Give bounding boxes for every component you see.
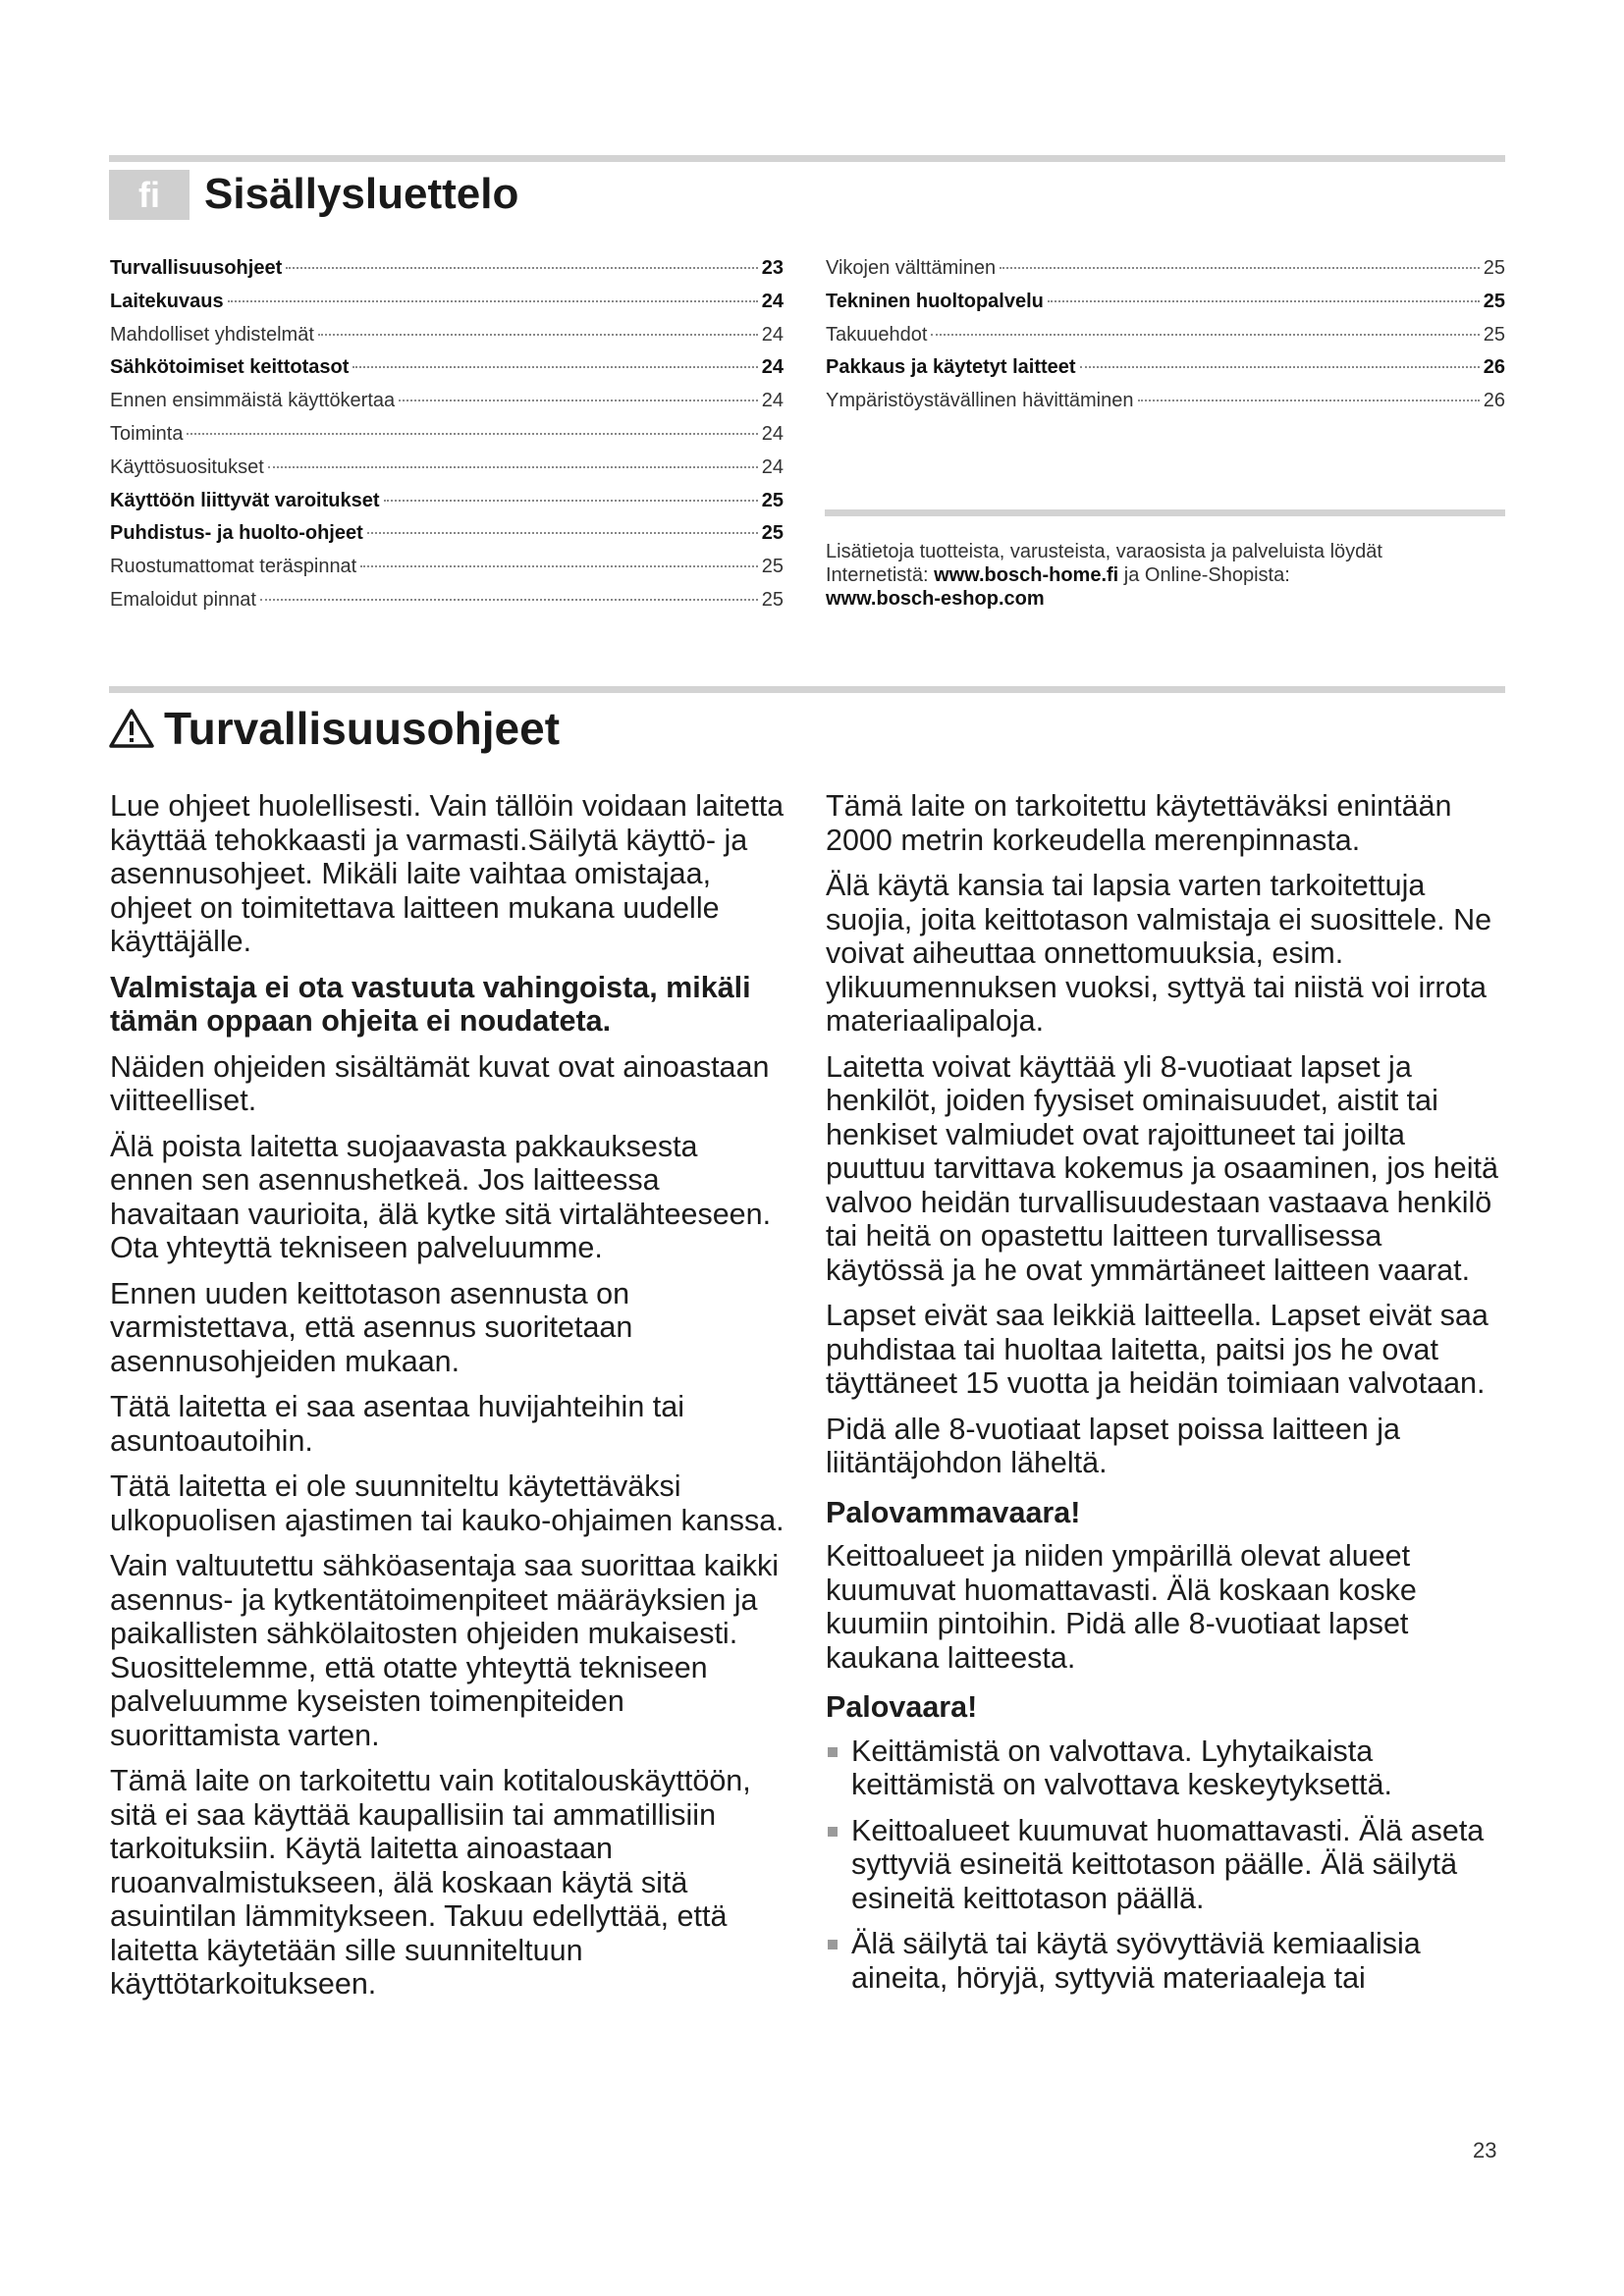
toc-right-column [826,257,1505,423]
language-badge: fi [109,170,189,220]
fire-hazard-heading: Palovaara! [826,1690,978,1724]
paragraph: Älä käytä kansia tai lapsia varten tarkoitettuja suojia, joita keittotason valmistaja ei suosittele. Ne voivat aiheuttaa onnettomuuksia, esim. ylikuumennuksen vuoksi, syttyä tai niistä voi irrota materiaalipaloja. [826,869,1492,1038]
toc-entry[interactable]: Käyttöön liittyvät varoitukset 25 [110,489,784,511]
paragraph: Lapset eivät saa leikkiä laitteella. Lapset eivät saa puhdistaa tai huoltaa laitetta, paitsi jos he ovat täyttäneet 15 vuotta ja heidän toimiaan valvotaan. [826,1299,1489,1400]
toc-entry[interactable]: Ennen ensimmäistä käyttökertaa 24 [110,390,784,412]
toc-entry[interactable]: Takuuehdot 25 [826,323,1505,346]
paragraph: Tätä laitetta ei ole suunniteltu käytettäväksi ulkopuolisen ajastimen tai kauko-ohjaimen kanssa. [110,1469,785,1537]
link-bosch-eshop[interactable]: www.bosch-eshop.com [826,588,1045,610]
toc-left-column [110,257,784,622]
toc-entry[interactable]: Mahdolliset yhdistelmät 24 [110,323,784,346]
paragraph: Laitetta voivat käyttää yli 8-vuotiaat lapset ja henkilöt, joiden fyysiset ominaisuudet, aistit tai henkiset valmiudet ovat rajoittuneet tai joilta puuttuu tarvittava kokemus ja osaaminen, jos heitä valvoo heidän turvallisuudestaan vastaava henkilö tai heitä on opastettu laitteen turvallisessa käytössä ja he ovat ymmärtäneet laitteen vaarat. [826,1049,1498,1287]
toc-entry[interactable]: Pakkaus ja käytetyt laitteet 26 [826,356,1505,379]
toc-entry[interactable]: Laitekuvaus 24 [110,290,784,312]
paragraph: Keittoalueet ja niiden ympärillä olevat alueet kuumuvat huomattavasti. Älä koskaan koske kuumiin pintoihin. Pidä alle 8-vuotiaat lapset kaukana laitteesta. [826,1539,1417,1675]
info-divider [825,509,1505,516]
burn-hazard-heading: Palovammavaara! [826,1495,1081,1529]
toc-entry[interactable]: Sähkötoimiset keittotasot 24 [110,356,784,379]
toc-entry[interactable]: Turvallisuusohjeet 23 [110,257,784,279]
toc-entry[interactable]: Puhdistus- ja huolto-ohjeet 25 [110,522,784,545]
paragraph: Tämä laite on tarkoitettu vain kotitalouskäyttöön, sitä ei saa käyttää kaupallisiin tai ammatillisiin tarkoituksiin. Käytä laitetta ainoastaan ruoanvalmistukseen, älä koskaan käytä sitä asuintilan lämmitykseen. Takuu edellyttää, että laitetta käytetään sille suunniteltuun käyttötarkoitukseen. [110,1764,751,2001]
page-number: 23 [1473,2138,1497,2163]
safety-title: Turvallisuusohjeet [109,693,560,764]
toc-entry[interactable]: Ruostumattomat teräspinnat 25 [110,556,784,578]
toc-entry[interactable]: Emaloidut pinnat 25 [110,588,784,611]
paragraph: Tätä laitetta ei saa asentaa huvijahteihin tai asuntoautoihin. [110,1390,684,1458]
fire-hazard-list [826,1735,1505,1996]
paragraph-bold: Valmistaja ei ota vastuuta vahingoista, mikäli tämän oppaan ohjeita ei noudateta. [110,970,751,1038]
paragraph: Vain valtuutettu sähköasentaja saa suorittaa kaikki asennus- ja kytkentätoimenpiteet määräyksien ja paikallisten sähkölaitosten ohjeiden mukaisesti. Suosittelemme, että otatte yhteyttä tekniseen palveluumme kyseisten toimenpiteiden suorittamista varten. [110,1549,780,1752]
paragraph: Tämä laite on tarkoitettu käytettäväksi enintään 2000 metrin korkeudella merenpinnasta. [826,789,1452,857]
paragraph: Lue ohjeet huolellisesti. Vain tällöin voidaan laitetta käyttää tehokkaasti ja varmasti.Säilytä käyttö- ja asennusohjeet. Mikäli laite vaihtaa omistajaa, ohjeet on toimitettava laitteen mukana uudelle käyttäjälle. [110,789,785,958]
list-item: Älä säilytä tai käytä syövyttäviä kemiaalisia aineita, höryjä, syttyviä materiaaleja tai [826,1927,1505,1995]
paragraph: Näiden ohjeiden sisältämät kuvat ovat ainoastaan viitteelliset. [110,1049,770,1117]
toc-entry[interactable]: Ympäristöystävällinen hävittäminen 26 [826,390,1505,412]
link-bosch-home[interactable]: www.bosch-home.fi [934,564,1119,586]
top-divider [109,155,1505,162]
safety-right-column [826,789,1505,2006]
toc-entry[interactable]: Toiminta 24 [110,422,784,445]
safety-left-column [110,789,787,2013]
info-text: Lisätietoja tuotteista, varusteista, varaosista ja palveluista löydät Internetistä: www.bosch-home.fi ja Online-Shopista: www.bosch-eshop.com [826,541,1382,610]
toc-entry[interactable]: Vikojen välttäminen 25 [826,257,1505,279]
toc-entry[interactable]: Käyttösuositukset 24 [110,455,784,478]
paragraph: Älä poista laitetta suojaavasta pakkauksesta ennen sen asennushetkeä. Jos laitteessa havaitaan vaurioita, älä kytke sitä virtalähteeseen. Ota yhteyttä tekniseen palveluumme. [110,1129,772,1264]
section-divider [109,686,1505,693]
paragraph: Ennen uuden keittotason asennusta on varmistettava, että asennus suoritetaan asennusohjeiden mukaan. [110,1276,633,1378]
toc-title: Sisällysluettelo [204,170,519,218]
paragraph: Pidä alle 8-vuotiaat lapset poissa laitteen ja liitäntäjohdon läheltä. [826,1412,1400,1479]
list-item: Keittämistä on valvottava. Lyhytaikaista keittämistä on valvottava keskeytyksettä. [826,1735,1505,1802]
toc-entry[interactable]: Tekninen huoltopalvelu 25 [826,290,1505,312]
warning-triangle-icon [109,708,154,749]
list-item: Keittoalueet kuumuvat huomattavasti. Älä aseta syttyviä esineitä keittotason päälle. Älä säilytä esineitä keittotason päällä. [826,1814,1505,1916]
